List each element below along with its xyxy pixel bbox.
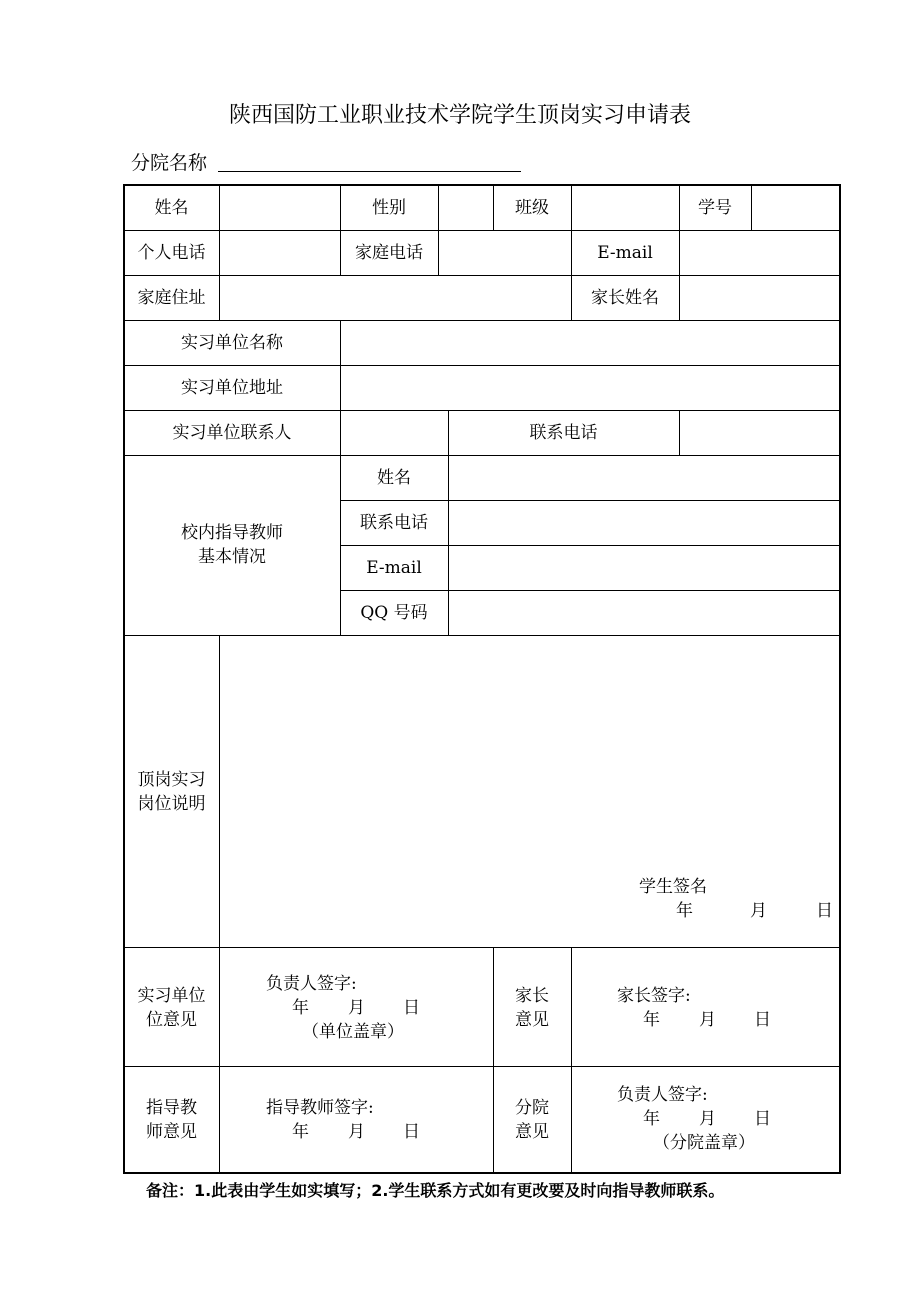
company-name-label: 实习单位名称 <box>181 333 283 353</box>
email-label: E-mail <box>597 243 653 263</box>
branch-sign-label: 负责人签字: <box>617 1085 708 1105</box>
row-line <box>340 500 840 501</box>
tutor-section-label: 校内指导教师 <box>181 523 283 543</box>
day-label: 日 <box>754 1109 771 1129</box>
row-line <box>124 320 840 321</box>
branch-name-field[interactable] <box>218 171 521 172</box>
month-label: 月 <box>699 1109 716 1129</box>
tutor-phone-label: 联系电话 <box>360 513 428 533</box>
day-label: 日 <box>403 1122 420 1142</box>
tutor-section-label: 基本情况 <box>198 547 266 567</box>
home-address-label: 家庭住址 <box>137 288 206 308</box>
col-line <box>679 410 680 455</box>
month-label: 月 <box>348 1122 365 1142</box>
name-label: 姓名 <box>154 198 189 218</box>
year-label: 年 <box>643 1010 660 1030</box>
company-address-label: 实习单位地址 <box>181 378 283 398</box>
row-line <box>340 545 840 546</box>
tutor-opinion-label: 师意见 <box>146 1122 197 1142</box>
month-label: 月 <box>750 901 767 921</box>
tutor-qq-label: QQ 号码 <box>360 603 428 623</box>
footnote: 备注：1.此表由学生如实填写；2.学生联系方式如有更改要及时向指导教师联系。 <box>146 1181 725 1200</box>
post-desc-label: 岗位说明 <box>137 794 206 814</box>
row-line <box>124 947 840 948</box>
col-line <box>571 947 572 1173</box>
branch-opinion-label: 分院 <box>515 1098 549 1118</box>
row-line <box>124 230 840 231</box>
col-line <box>219 185 220 320</box>
month-label: 月 <box>699 1010 716 1030</box>
year-label: 年 <box>292 998 309 1018</box>
class-label: 班级 <box>515 198 549 218</box>
tutor-sign-label: 指导教师签字: <box>266 1098 374 1118</box>
year-label: 年 <box>676 901 693 921</box>
page-title: 陕西国防工业职业技术学院学生顶岗实习申请表 <box>228 103 691 128</box>
row-line <box>124 410 840 411</box>
parent-opinion-label: 意见 <box>515 1010 549 1030</box>
home-phone-label: 家庭电话 <box>355 243 423 263</box>
row-line <box>124 1066 840 1067</box>
company-seal-label: （单位盖章） <box>302 1022 404 1042</box>
company-opinion-label: 实习单位 <box>137 986 206 1006</box>
col-line <box>438 185 439 275</box>
year-label: 年 <box>292 1122 309 1142</box>
post-desc-label: 顶岗实习 <box>137 770 206 790</box>
gender-label: 性别 <box>372 198 406 218</box>
mobile-label: 个人电话 <box>137 243 206 263</box>
col-line <box>751 185 752 230</box>
tutor-email-label: E-mail <box>366 558 422 578</box>
row-line <box>124 275 840 276</box>
day-label: 日 <box>754 1010 771 1030</box>
year-label: 年 <box>643 1109 660 1129</box>
day-label: 日 <box>816 901 833 921</box>
branch-seal-label: （分院盖章） <box>653 1133 755 1153</box>
student-sign-label: 学生签名 <box>639 877 707 897</box>
row-line <box>124 635 840 636</box>
row-line <box>340 590 840 591</box>
row-line <box>124 455 840 456</box>
company-opinion-label: 位意见 <box>146 1010 197 1030</box>
student-id-label: 学号 <box>698 198 732 218</box>
contact-phone-label: 联系电话 <box>529 423 598 443</box>
month-label: 月 <box>348 998 365 1018</box>
branch-label: 分院名称 <box>131 152 208 174</box>
parent-sign-label: 家长签字: <box>617 986 691 1006</box>
branch-opinion-label: 意见 <box>515 1122 549 1142</box>
parent-name-label: 家长姓名 <box>591 288 659 308</box>
company-contact-label: 实习单位联系人 <box>172 423 292 443</box>
responsible-sign-label: 负责人签字: <box>266 974 357 994</box>
parent-opinion-label: 家长 <box>515 986 549 1006</box>
tutor-opinion-label: 指导教 <box>146 1098 197 1118</box>
tutor-name-label: 姓名 <box>377 468 411 488</box>
row-line <box>124 365 840 366</box>
day-label: 日 <box>403 998 420 1018</box>
col-line <box>219 635 220 1173</box>
